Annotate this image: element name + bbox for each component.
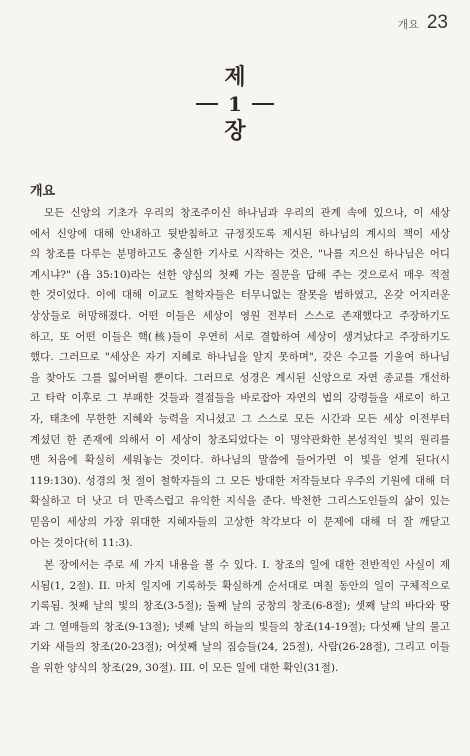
paragraph-line: 본 장에서는 주로 세 가지 내용을 볼 수 있다. I. 창조의 일에 대한 전반적인 사실이 제 — [44, 559, 450, 572]
paragraph-line: 119:130). 성경의 첫 절이 철학자들의 그 모든 방대한 저작들보다 우주의 기원에 대해 더 — [30, 474, 450, 487]
paragraph-line: 확실하고 더 낫고 더 만족스럽고 유익한 지식을 준다. 박천한 그리스도인들의 삶이 있는 — [30, 495, 450, 508]
running-head-label: 개요 — [397, 18, 419, 31]
paragraph-line: 맨 처음에 확실히 세워놓는 것이다. 하나님의 말씀에 들어가면 이 빛을 얻게 된다(시 — [30, 454, 450, 467]
paragraph-line: 한 것이었다. 이에 대해 이교도 철학자들은 터무니없는 잘못을 범하였고, 온갖 어지러운 — [30, 289, 450, 302]
paragraph-line: 에서 신앙에 대해 안내하고 뒷받침하고 규정짓도록 제시된 하나님의 계시의 책이 세상 — [30, 227, 450, 240]
paragraph-line: 고 타락 이후로 그 부패한 것들과 결점들을 바로잡아 자연의 법의 강령들을 새로이 하고 — [30, 392, 450, 405]
chapter-number: 1 — [228, 92, 242, 116]
paragraph-line: 아는 것이다(히 11:3). — [30, 536, 133, 549]
paragraph-line: 상상들로 허망해졌다. 어떤 이들은 세상이 영원 전부터 스스로 존재했다고 주장하기도 — [30, 309, 450, 322]
paragraph-line: 계셨던 한 존재에 의해서 이 세상이 창조되었다는 이 명약관화한 본성적인 빛의 원리를 — [30, 433, 450, 446]
chapter-dash-right — [252, 103, 274, 105]
paragraph-line: 기록됨. 첫째 날의 빛의 창조(3-5절); 둘째 날의 궁창의 창조(6-8절); 셋째 날의 바다와 땅 — [30, 600, 450, 613]
paragraph-line: 을 찾아도 그를 잃어버릴 뿐이다. 그러므로 성경은 계시된 신앙으로 자연 종교를 개선하 — [30, 371, 450, 384]
paragraph-line: 모든 신앙의 기초가 우리의 창조주이신 하나님과 우리의 관계 속에 있으나, 이 세상 — [44, 207, 450, 219]
paragraph-line: 했다. 그러므로 "세상은 자기 지혜로 하나님을 알지 못하며", 갖은 수고를 기울여 하나님 — [30, 351, 450, 364]
paragraph-line: 을 위한 양식의 창조(29, 30절). III. 이 모든 일에 대한 확인(31절). — [30, 662, 339, 675]
chapter-dash-left — [196, 103, 218, 105]
body-text — [30, 203, 450, 679]
page-number: 23 — [426, 12, 448, 33]
paragraph-line: 계시냐?" (욥 35:10)라는 선한 양심의 첫째 가는 질문을 답해 주는 것으로서 매우 적절 — [30, 268, 450, 281]
chapter-heading-top: 제 — [224, 64, 246, 90]
section-title: 개요 — [30, 184, 56, 199]
paragraph-line: 과 그 열매들의 창조(9-13절); 넷째 날의 하늘의 빛들의 창조(14-19절); 다섯째 날의 물고 — [30, 620, 450, 633]
paragraph-line: 기와 새들의 창조(20-23절); 여섯째 날의 짐승들(24, 25절), 사람(26-28절), 그리고 이들 — [30, 641, 450, 654]
paragraph-line: 의 창조를 다루는 분명하고도 충실한 기사로 시작하는 것은, "나를 지으신 하나님은 어디 — [30, 248, 450, 261]
paragraph-line: 믿음이 세상의 가장 위대한 지혜자들의 고상한 착각보다 이 문제에 대해 더 잘 깨닫고 — [30, 515, 450, 528]
chapter-heading — [0, 64, 470, 144]
chapter-heading-bottom: 장 — [224, 118, 246, 144]
running-head — [398, 12, 448, 34]
paragraph-line: 하고, 또 어떤 이들은 핵(核)들이 우연히 서로 결합하여 세상이 생겨났다고 주장하기도 — [30, 330, 450, 343]
paragraph-line: 시됨(1, 2절). II. 마치 일지에 기록하듯 확실하게 순서대로 며칠 동안의 일이 구체적으로 — [30, 579, 450, 592]
chapter-number-row — [0, 92, 470, 116]
paragraph-line: 자, 태초에 무한한 지혜와 능력을 지니셨고 그 스스로 모든 시간과 모든 세상 이전부터 — [30, 412, 451, 425]
